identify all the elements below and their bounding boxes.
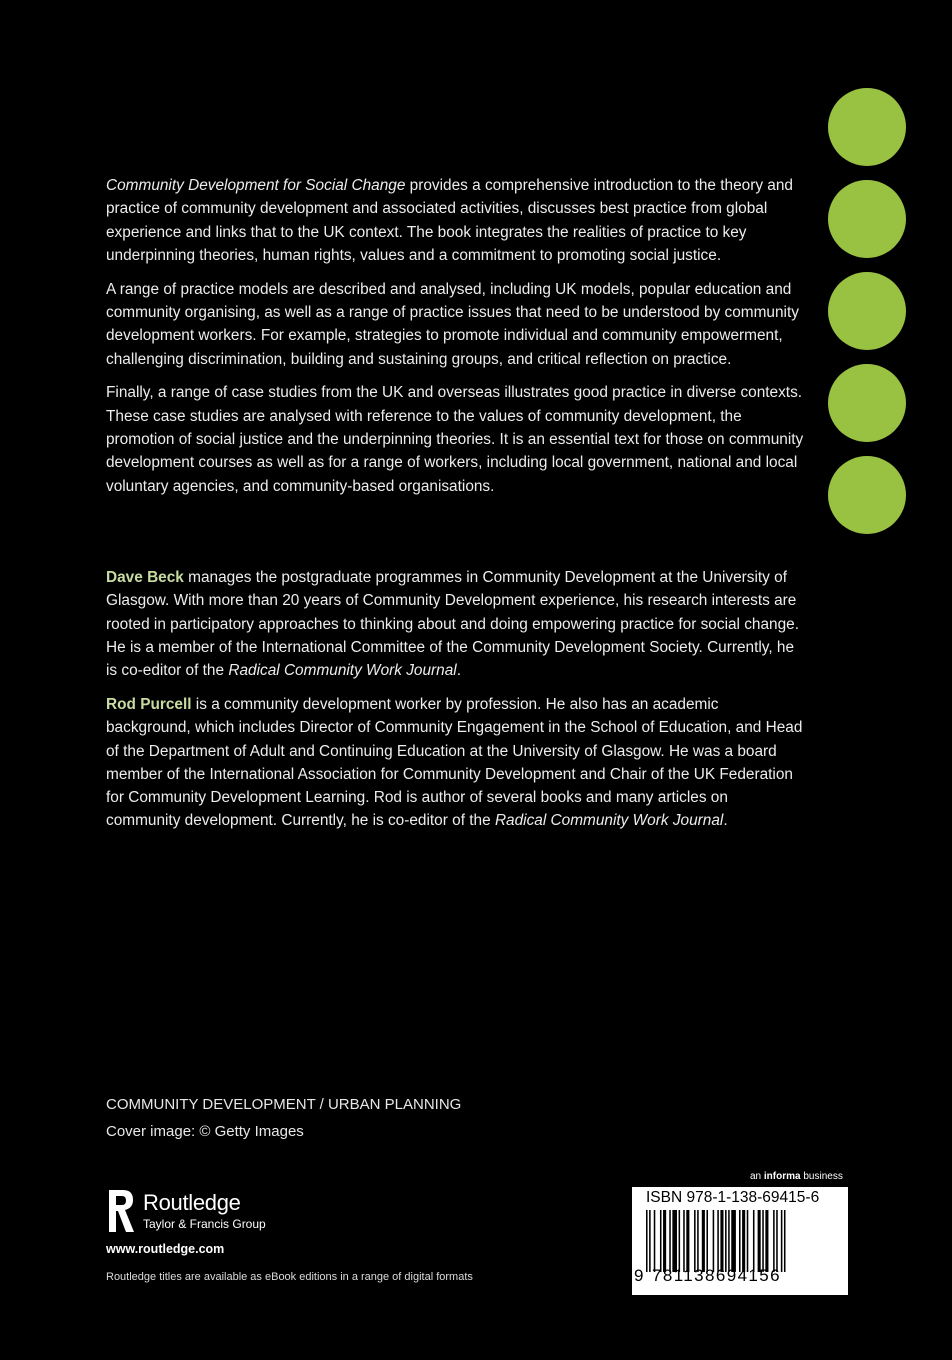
barcode-bar xyxy=(702,1210,705,1272)
author-bio-text: is a community development worker by profession. He also has an academic background, which includes Director of Community Engagement in the School of Education, and Head of the Department of Adult and Continuing Education at the University of Glasgow. He was a board member of the International Association for Community Development and Chair of the UK Federation for Community Development Learning. Rod is author of several books and many articles on community development. Currently, he is co-editor of the xyxy=(106,695,803,830)
barcode-bars xyxy=(646,1210,838,1272)
barcode-bar xyxy=(663,1210,666,1272)
barcode-bar xyxy=(683,1210,685,1272)
green-dot xyxy=(828,272,906,350)
green-dot xyxy=(828,456,906,534)
informa-brand: informa xyxy=(763,1171,801,1182)
barcode-bar xyxy=(773,1210,775,1272)
barcode-bar xyxy=(720,1210,723,1272)
author-name: Dave Beck xyxy=(106,569,184,586)
journal-title: Radical Community Work Journal xyxy=(494,812,724,830)
barcode-bar xyxy=(697,1210,699,1272)
green-dot xyxy=(828,88,906,166)
barcode-bar xyxy=(686,1210,689,1272)
barcode-bar xyxy=(747,1210,749,1272)
description-text: provides a comprehensive introduction to the theory and practice of community development and associated activities, discusses best practice from global experience and links that to the UK context. The book integrates the realities of practice to key underpinning theories, human rights, values and a commitment to promoting social justice. xyxy=(106,177,793,264)
publisher-group: Taylor & Francis Group xyxy=(143,1217,266,1231)
author-bio-text: manages the postgraduate programmes in Community Development at the University of Glasgow. With more than 20 years of Community Development experience, his research interests are rooted in participatory approaches to thinking about and doing empowering practice for social change. He is a member of the International Committee of the Community Development Society. Currently, he is co-editor of the xyxy=(106,569,800,680)
barcode-bar xyxy=(654,1210,656,1272)
barcode-bar xyxy=(725,1210,727,1272)
barcode-bar xyxy=(731,1210,736,1272)
publisher-name: Routledge xyxy=(143,1190,241,1215)
publisher-website[interactable]: www.routledge.com xyxy=(106,1242,225,1256)
informa-suffix: business xyxy=(800,1171,843,1182)
cover-credit: Cover image: © Getty Images xyxy=(106,1123,304,1140)
book-title: Community Development for Social Change xyxy=(106,177,406,194)
green-dot xyxy=(828,364,906,442)
book-description xyxy=(106,174,806,508)
author-bios xyxy=(106,566,806,843)
barcode-first-digit: 9 xyxy=(634,1266,644,1285)
barcode-bar xyxy=(758,1210,761,1272)
barcode-bar xyxy=(649,1210,651,1272)
barcode-bar xyxy=(753,1210,755,1272)
isbn-barcode xyxy=(632,1187,848,1295)
description-paragraph-3: Finally, a range of case studies from the UK and overseas illustrates good practice in diverse contexts. These case studies are analysed with reference to the values of community development, the promotion of social justice and the underpinning theories. It is an essential text for those on community development courses as well as for a range of workers, including local government, national and local voluntary agencies, and community-based organisations. xyxy=(106,384,804,495)
barcode-bar xyxy=(679,1210,681,1272)
barcode-bar xyxy=(765,1210,768,1272)
barcode-bar xyxy=(784,1210,786,1272)
barcode-bar xyxy=(739,1210,741,1272)
informa-tagline xyxy=(750,1171,843,1182)
author-bio-beck xyxy=(106,566,806,682)
barcode-bar xyxy=(660,1210,662,1272)
green-dot xyxy=(828,180,906,258)
ebook-note: Routledge titles are available as eBook editions in a range of digital formats xyxy=(106,1271,473,1283)
barcode-bar xyxy=(742,1210,745,1272)
barcode-bar xyxy=(781,1210,783,1272)
routledge-r-icon xyxy=(106,1188,136,1234)
author-bio-purcell xyxy=(106,693,806,833)
bio-end: . xyxy=(723,812,728,830)
journal-title: Radical Community Work Journal xyxy=(228,662,457,680)
barcode-bar xyxy=(694,1210,696,1272)
barcode-digits: 781138694156 xyxy=(652,1266,781,1285)
barcode-bar xyxy=(669,1210,671,1272)
description-paragraph-2: A range of practice models are described and analysed, including UK models, popular education and community organising, as well as a range of practice issues that need to be understood by community development workers. For example, strategies to promote individual and community empowerment, challenging discrimination, building and sustaining groups, and critical reflection on practice. xyxy=(106,280,799,368)
informa-prefix: an xyxy=(750,1171,764,1182)
barcode-bar xyxy=(717,1210,719,1272)
barcode-bar xyxy=(706,1210,708,1272)
description-paragraph-1 xyxy=(106,174,806,267)
barcode-bar xyxy=(762,1210,764,1272)
barcode-bar xyxy=(672,1210,677,1272)
barcode-bar xyxy=(728,1210,730,1272)
isbn-number: ISBN 978-1-138-69415-6 xyxy=(646,1189,820,1206)
subject-category: COMMUNITY DEVELOPMENT / URBAN PLANNING xyxy=(106,1096,462,1113)
barcode-bar xyxy=(646,1210,648,1272)
author-name: Rod Purcell xyxy=(106,695,192,713)
barcode-bar xyxy=(776,1210,778,1272)
barcode-bar xyxy=(713,1210,715,1272)
bio-end: . xyxy=(456,662,461,680)
